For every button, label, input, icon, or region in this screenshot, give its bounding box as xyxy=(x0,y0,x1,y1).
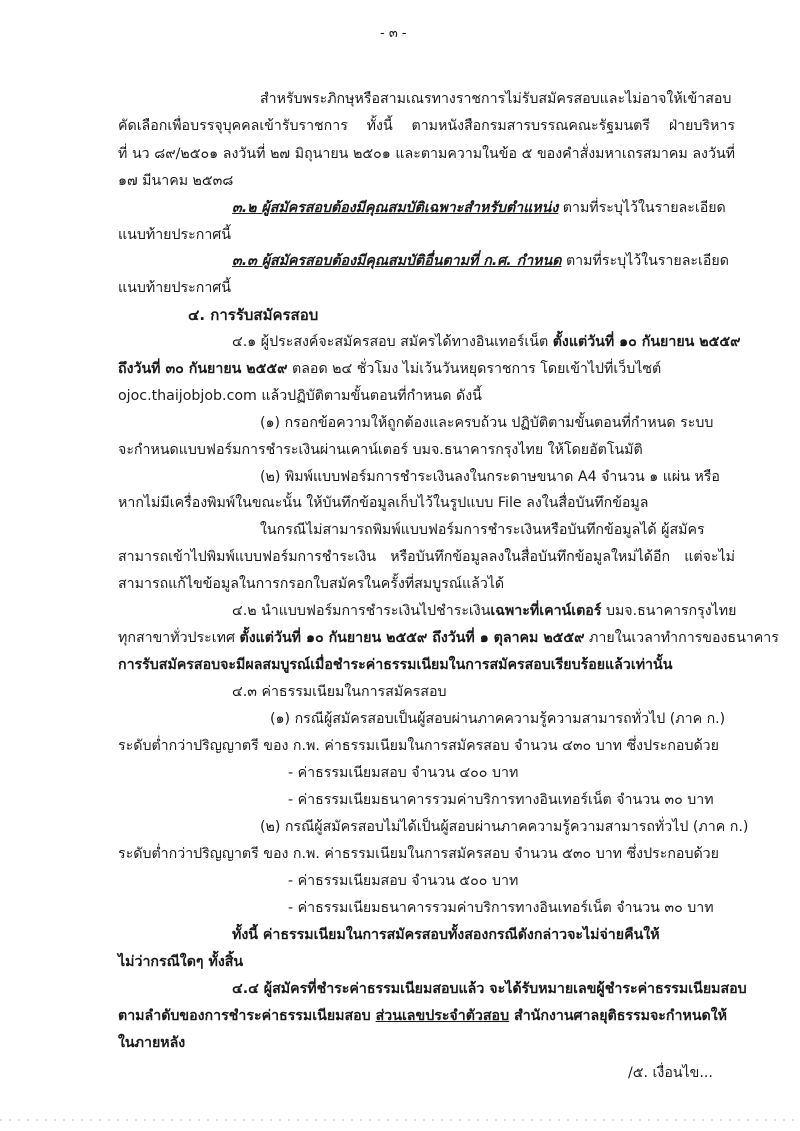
item-4-1-3: ในกรณีไม่สามารถพิมพ์แบบฟอร์มการชำระเงินหรือบันทึกข้อมูลได้ ผู้สมัคร xyxy=(260,522,705,538)
fee-line: - ค่าธรรมเนียมสอบ จำนวน ๔๐๐ บาท xyxy=(288,765,519,781)
paragraph-line: สามารถแก้ไขข้อมูลในการกรอกใบสมัครในครั้งที่สมบูรณ์แล้วได้ xyxy=(118,576,505,592)
section-4-2-counter: เฉพาะที่เคาน์เตอร์ xyxy=(490,603,602,619)
section-4-2 xyxy=(232,598,736,625)
paragraph-line: ในภายหลัง xyxy=(118,1035,186,1051)
section-3-2-text: ตามที่ระบุไว้ในรายละเอียด xyxy=(558,200,726,216)
paragraph-line: คัดเลือกเพื่อบรรจุบุคคลเข้ารับราชการ ทั้งนี้ ตามหนังสือกรมสารบรรณคณะรัฐมนตรี ฝ่ายบริหาร xyxy=(118,118,735,134)
section-3-3-heading: ๓.๓ ผู้สมัครสอบต้องมีคุณสมบัติอื่นตามที่ ก.ศ. กำหนด xyxy=(232,253,562,269)
fee-line: - ค่าธรรมเนียมสอบ จำนวน ๕๐๐ บาท xyxy=(288,873,519,889)
paragraph-line: ระดับต่ำกว่าปริญญาตรี ของ ก.พ. ค่าธรรมเนียมในการสมัครสอบ จำนวน ๕๓๐ บาท ซึ่งประกอบด้วย xyxy=(118,846,719,862)
paragraph-line: ระดับต่ำกว่าปริญญาตรี ของ ก.พ. ค่าธรรมเนียมในการสมัครสอบ จำนวน ๔๓๐ บาท ซึ่งประกอบด้วย xyxy=(118,738,719,754)
fee-line: - ค่าธรรมเนียมธนาคารรวมค่าบริการทางอินเทอร์เน็ต จำนวน ๓๐ บาท xyxy=(288,900,714,916)
page-number: - ๓ - xyxy=(380,26,407,41)
next-page-ref: /๕. เงื่อนไข... xyxy=(628,1065,713,1081)
section-4-1-date-start: ตั้งแต่วันที่ ๑๐ กันยายน ๒๕๕๙ xyxy=(552,334,741,350)
paragraph-line: ojoc.thaijobjob.com แล้วปฏิบัติตามขั้นตอนที่กำหนด ดังนี้ xyxy=(118,388,482,404)
paragraph-line: แนบท้ายประกาศนี้ xyxy=(118,280,231,296)
refund-note: ทั้งนี้ ค่าธรรมเนียมในการสมัครสอบทั้งสองกรณีดังกล่าวจะไม่จ่ายคืนให้ xyxy=(232,927,660,943)
section-4-heading: ๔. การรับสมัครสอบ xyxy=(188,306,319,324)
section-4-4-exam-id: ส่วนเลขประจำตัวสอบ xyxy=(375,1008,510,1024)
paragraph-line xyxy=(118,625,779,652)
section-4-1-text: ๔.๑ ผู้ประสงค์จะสมัครสอบ สมัครได้ทางอินเทอร์เน็ต xyxy=(232,334,553,350)
item-4-3-1: (๑) กรณีผู้สมัครสอบเป็นผู้สอบผ่านภาคความรู้ความสามารถทั่วไป (ภาค ก.) xyxy=(270,711,726,727)
paragraph-line: แนบท้ายประกาศนี้ xyxy=(118,227,231,243)
paragraph-line: สำหรับพระภิกษุหรือสามเณรทางราชการไม่รับสมัครสอบและไม่อาจให้เข้าสอบ xyxy=(260,91,732,107)
section-4-2-text: ทุกสาขาทั่วประเทศ xyxy=(118,630,240,646)
section-4-2-text: ภายในเวลาทำการของธนาคาร xyxy=(584,630,779,646)
paragraph-line: ที่ นว ๘๙/๒๕๐๑ ลงวันที่ ๒๗ มิถุนายน ๒๕๐๑ และตามความในข้อ ๕ ของคำสั่งมหาเถรสมาคม ลงวันที่ xyxy=(118,146,735,162)
item-4-3-2: (๒) กรณีผู้สมัครสอบไม่ได้เป็นผู้สอบผ่านภาคความรู้ความสามารถทั่วไป (ภาค ก.) xyxy=(260,819,749,835)
fee-line: - ค่าธรรมเนียมธนาคารรวมค่าบริการทางอินเทอร์เน็ต จำนวน ๓๐ บาท xyxy=(288,792,714,808)
section-4-4-text: สำนักงานศาลยุติธรรมจะกำหนดให้ xyxy=(509,1008,728,1024)
section-3-3-text: ตามที่ระบุไว้ในรายละเอียด xyxy=(561,253,729,269)
section-4-2-bank: บมจ.ธนาคารกรุงไทย xyxy=(601,603,737,619)
paragraph-line: จะกำหนดแบบฟอร์มการชำระเงินผ่านเคาน์เตอร์ บมจ.ธนาคารกรุงไทย ให้โดยอัตโนมัติ xyxy=(118,442,643,458)
section-3-2-heading: ๓.๒ ผู้สมัครสอบต้องมีคุณสมบัติเฉพาะสำหรับตำแหน่ง xyxy=(232,200,559,216)
section-4-4: ๔.๔ ผู้สมัครที่ชำระค่าธรรมเนียมสอบแล้ว จะได้รับหมายเลขผู้ชำระค่าธรรมเนียมสอบ xyxy=(232,981,747,997)
section-4-1-text: ตลอด ๒๔ ชั่วโมง ไม่เว้นวันหยุดราชการ โดยเข้าไปที่เว็บไซต์ xyxy=(287,361,662,377)
refund-note: ไม่ว่ากรณีใดๆ ทั้งสิ้น xyxy=(118,954,244,970)
paragraph-line: สามารถเข้าไปพิมพ์แบบฟอร์มการชำระเงิน หรือบันทึกข้อมูลลงในสื่อบันทึกข้อมูลใหม่ได้อีก แต่จะไม่ xyxy=(118,549,735,565)
scan-edge xyxy=(0,1119,800,1121)
section-4-2-text: ๔.๒ นำแบบฟอร์มการชำระเงินไปชำระเงิน xyxy=(232,603,491,619)
section-3-3 xyxy=(232,248,729,275)
section-3-2 xyxy=(232,195,726,222)
section-4-2-dates: ตั้งแต่วันที่ ๑๐ กันยายน ๒๕๕๙ ถึงวันที่ ๑ ตุลาคม ๒๕๕๙ xyxy=(239,630,585,646)
section-4-1-date-end: ถึงวันที่ ๓๐ กันยายน ๒๕๕๙ xyxy=(118,361,288,377)
section-4-4-text: ตามลำดับของการชำระค่าธรรมเนียมสอบ xyxy=(118,1008,376,1024)
section-4-1 xyxy=(232,329,741,356)
section-4-3: ๔.๓ ค่าธรรมเนียมในการสมัครสอบ xyxy=(232,684,447,700)
paragraph-line: ๑๗ มีนาคม ๒๕๓๘ xyxy=(118,173,234,189)
paragraph-line: หากไม่มีเครื่องพิมพ์ในขณะนั้น ให้บันทึกข้อมูลเก็บไว้ในรูปแบบ File ลงในสื่อบันทึกข้อมูล xyxy=(118,495,649,511)
paragraph-line xyxy=(118,356,661,383)
item-4-1-2: (๒) พิมพ์แบบฟอร์มการชำระเงินลงในกระดาษขนาด A4 จำนวน ๑ แผ่น หรือ xyxy=(260,469,720,485)
section-4-2-note: การรับสมัครสอบจะมีผลสมบูรณ์เมื่อชำระค่าธรรมเนียมในการสมัครสอบเรียบร้อยแล้วเท่านั้น xyxy=(118,657,673,673)
item-4-1-1: (๑) กรอกข้อความให้ถูกต้องและครบถ้วน ปฏิบัติตามขั้นตอนที่กำหนด ระบบ xyxy=(260,415,714,431)
paragraph-line xyxy=(118,1003,727,1030)
